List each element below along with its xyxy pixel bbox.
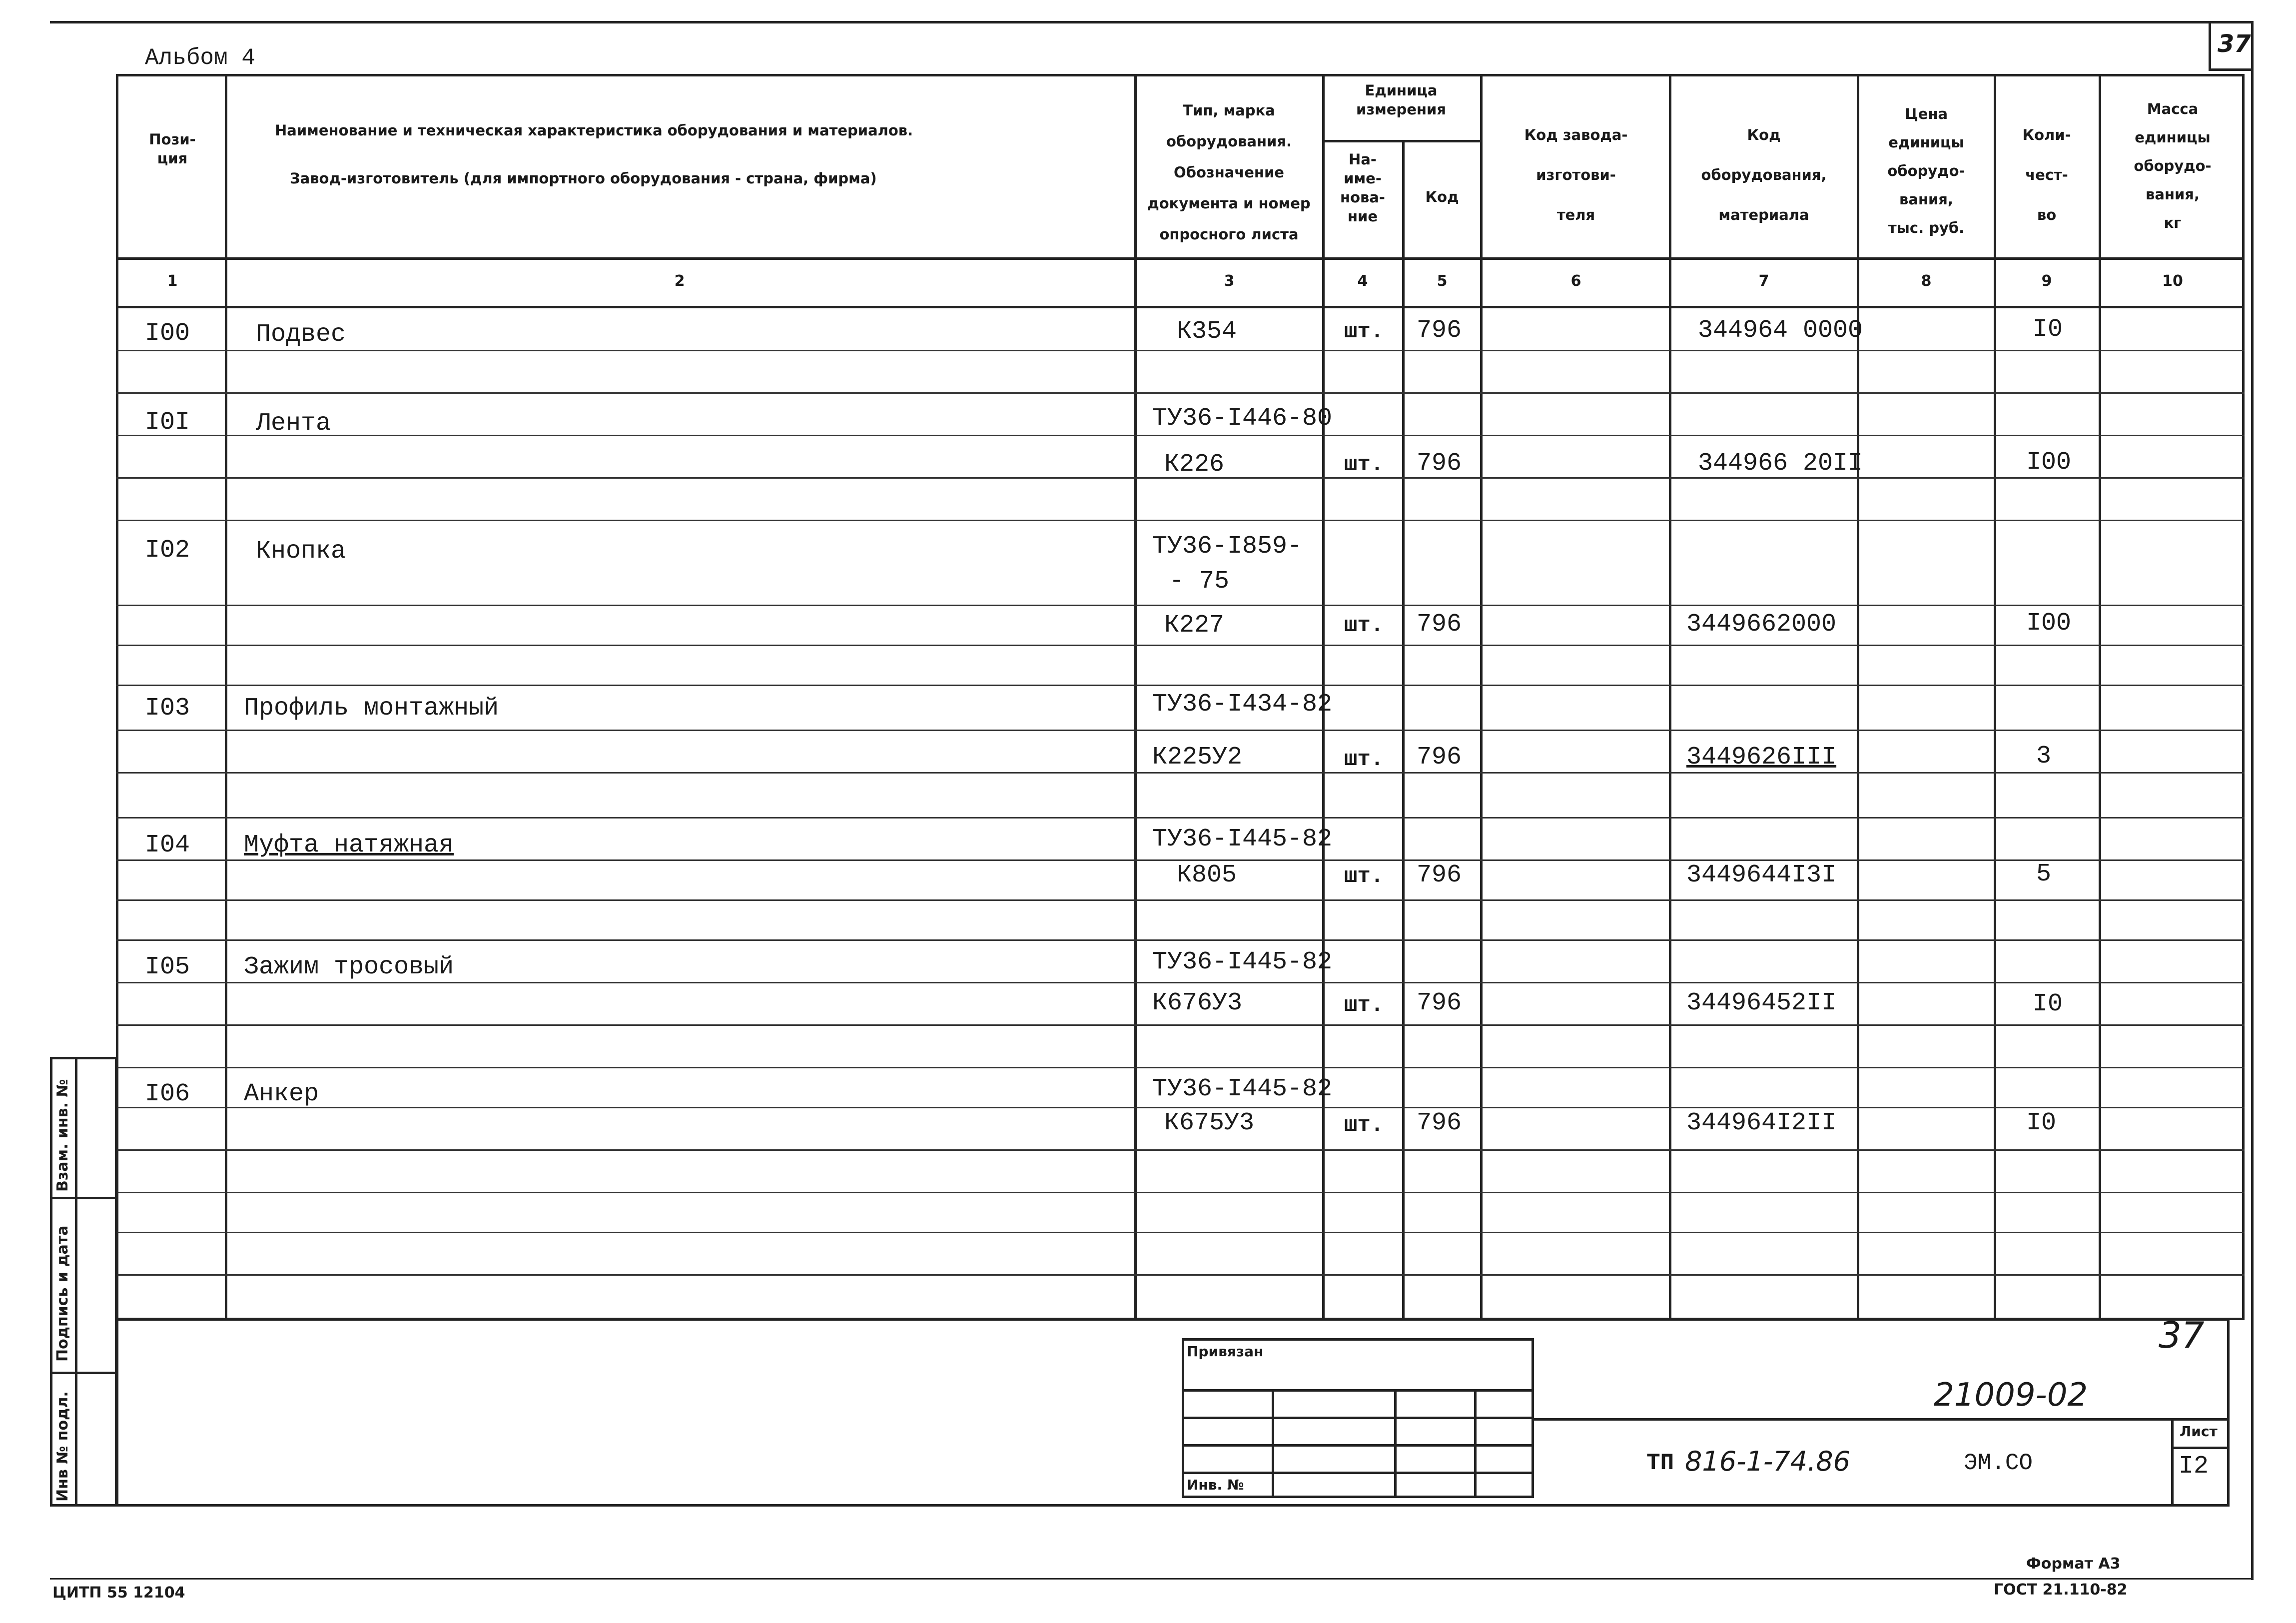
col-line [1669,74,1671,1320]
cell-quantity: I0 [2026,1109,2057,1137]
row-line [116,1232,2245,1233]
colnum-bottom-line [116,306,2245,308]
cell-quantity: I00 [2026,609,2072,638]
cell-equipment-code: 3449662000 [1686,610,1837,639]
side-vzam-inv: Взам. инв. № [54,1079,71,1192]
row-line [116,645,2245,646]
column-number: 10 [2162,272,2183,290]
row-line [116,1024,2245,1026]
col-line [1857,74,1859,1320]
cell-quantity: I0 [2033,315,2063,344]
row-line [116,1149,2245,1151]
cell-type: К227 [1164,611,1225,640]
privyazan-label: Привязан [1187,1343,1264,1360]
footer-gost: ГОСТ 21.110-82 [1994,1581,2128,1599]
cell-position: I02 [145,536,190,565]
col-line [1134,74,1137,1320]
cell-type: - 75 [1169,567,1230,596]
cell-type: К225У2 [1152,743,1243,772]
col-line [1480,74,1483,1320]
cell-type: К676У3 [1152,989,1243,1017]
privyazan-col [1394,1389,1397,1498]
cell-unit: шт. [1344,993,1384,1018]
cell-position: I03 [145,694,190,723]
cell-quantity: I0 [2033,990,2063,1018]
cell-equipment-code: 344964 0000 [1698,316,1863,345]
col-line [225,74,227,1320]
column-number: 6 [1570,272,1581,290]
corner-sheet-number: 37 [2218,30,2251,58]
cell-quantity: I00 [2026,448,2072,477]
project-number-hand: 21009-02 [1934,1377,2088,1414]
footer-left-stamp: ЦИТП 55 12104 [52,1584,185,1602]
cell-unit: шт. [1344,747,1384,772]
sheet-divider [2171,1418,2174,1507]
header-factory-code: Код завода- изготови- теля [1524,126,1628,223]
side-signature-date: Подпись и дата [54,1225,71,1362]
side-inv-podl: Инв № подл. [54,1391,71,1502]
cell-code: 796 [1417,610,1462,639]
title-area [116,1318,2230,1507]
cell-equipment-code: 34496452II [1686,989,1837,1017]
header-equipment-code: Код оборудования, материала [1701,126,1827,223]
row-line [116,350,2245,351]
cell-quantity: 5 [2036,860,2052,888]
header-position: Пози- ция [149,131,196,167]
privyazan-col [1272,1389,1274,1498]
footer-line [50,1578,2254,1580]
column-number: 7 [1758,272,1769,290]
header-unit-code: Код [1425,188,1459,205]
cell-code: 796 [1417,989,1462,1017]
cell-type: ТУ36-I434-82 [1152,690,1333,719]
cell-name: Зажим тросовый [244,953,454,981]
cell-type: ТУ36-I859- [1152,532,1303,561]
unit-group-line [1322,140,1480,142]
header-unit-name: На- име- нова- ние [1340,151,1385,225]
cell-name: Кнопка [256,537,346,566]
title-divider [1532,1418,2230,1421]
header-name: Наименование и техническая характеристика оборудования и материалов. [275,122,913,139]
row-line [116,899,2245,901]
cell-type: К226 [1164,450,1225,479]
footer-format: Формат А3 [2026,1555,2121,1573]
privyazan-line [1182,1472,1534,1474]
cell-type: К354 [1177,317,1237,346]
cell-name: Профиль монтажный [244,694,499,723]
doc-code-hand: 816-1-74.86 [1685,1446,1850,1477]
col-line [2099,74,2101,1320]
cell-name: Анкер [244,1080,319,1108]
cell-position: I0I [145,408,190,437]
cell-unit: шт. [1344,613,1384,638]
header-manufacturer: Завод-изготовитель (для импортного оборудования - страна, фирма) [290,170,877,187]
cell-equipment-code: 344964I2II [1686,1109,1837,1137]
sheet-value: I2 [2179,1452,2209,1481]
cell-quantity: 3 [2036,742,2052,771]
cell-code: 796 [1417,316,1462,345]
page-number-hand: 37 [2159,1314,2205,1356]
cell-equipment-code: 344966 20II [1698,449,1863,478]
header-bottom-line [116,257,2245,260]
row-line [116,1067,2245,1068]
sheet-label-line [2171,1447,2230,1449]
header-mass: Масса единицы оборудо- вания, кг [2134,100,2212,231]
side-stamp-divider [75,1057,77,1507]
cell-type: ТУ36-I445-82 [1152,948,1333,976]
side-stamp-row [50,1372,117,1374]
cell-code: 796 [1417,861,1462,889]
row-line [116,520,2245,521]
row-line [116,817,2245,818]
privyazan-line [1182,1444,1534,1447]
header-unit-group: Единица измерения [1356,82,1446,118]
column-number: 4 [1357,272,1368,290]
privyazan-line [1182,1389,1534,1392]
cell-equipment-code: 3449644I3I [1686,861,1837,889]
right-border-line [2251,21,2254,1580]
row-line [116,1274,2245,1276]
row-line [116,1192,2245,1193]
column-number: 9 [2041,272,2052,290]
doc-suffix: ЭМ.СО [1964,1450,2033,1476]
column-number: 2 [674,272,685,290]
cell-position: I05 [145,953,190,981]
column-number: 1 [167,272,178,290]
cell-type: К675У3 [1164,1109,1255,1137]
album-label: Альбом 4 [145,45,255,71]
header-price: Цена единицы оборудо- вания, тыс. руб. [1887,105,1965,236]
cell-code: 796 [1417,743,1462,772]
row-line [116,392,2245,394]
row-line [116,605,2245,606]
col-line [1994,74,1996,1320]
header-quantity: Коли- чест- во [2022,126,2071,223]
cell-unit: шт. [1344,864,1384,889]
row-line [116,435,2245,436]
column-number: 5 [1437,272,1448,290]
cell-name: Подвес [256,320,346,349]
cell-position: I00 [145,319,190,348]
cell-unit: шт. [1344,319,1384,344]
header-type: Тип, марка оборудования. Обозначение документа и номер опросного листа [1147,102,1311,243]
cell-type: К805 [1177,861,1237,889]
cell-equipment-code: 3449626III [1686,743,1837,772]
cell-type: ТУ36-I445-82 [1152,825,1333,853]
privyazan-col [1474,1389,1477,1498]
doc-prefix: ТП [1646,1450,1674,1476]
cell-unit: шт. [1344,1113,1384,1138]
privyazan-line [1182,1417,1534,1419]
sheet-label: Лист [2180,1423,2218,1440]
cell-name: Лента [256,409,331,438]
cell-position: I04 [145,831,190,859]
row-line [116,939,2245,941]
cell-name: Муфта натяжная [244,831,454,859]
inv-no-label: Инв. № [1187,1477,1244,1493]
cell-position: I06 [145,1080,190,1108]
top-border-line [50,21,2249,23]
cell-unit: шт. [1344,452,1384,477]
cell-type: ТУ36-I445-82 [1152,1075,1333,1103]
row-line [116,685,2245,686]
row-line [116,730,2245,731]
cell-code: 796 [1417,1109,1462,1137]
cell-code: 796 [1417,449,1462,478]
column-number: 8 [1921,272,1932,290]
side-stamp-row [50,1197,117,1199]
column-number: 3 [1224,272,1235,290]
cell-type: ТУ36-I446-80 [1152,404,1333,433]
